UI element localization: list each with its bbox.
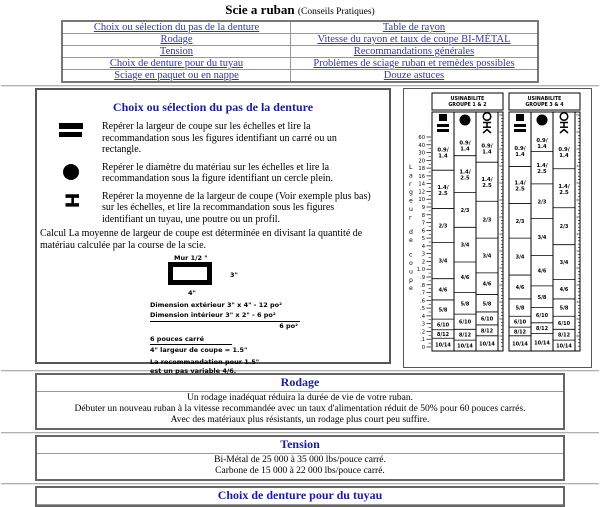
svg-text:6/10: 6/10: [458, 319, 472, 326]
svg-text:2/3: 2/3: [537, 199, 547, 206]
instruction-item: [40, 162, 386, 185]
nav-row: [62, 34, 538, 46]
section-tension: [35, 435, 565, 481]
svg-text:0.9/: 0.9/: [514, 145, 526, 152]
nav-row: [62, 46, 538, 58]
svg-text:1.4: 1.4: [438, 153, 448, 160]
svg-text:0.9/: 0.9/: [437, 147, 449, 154]
nav-link-rodage[interactable]: Rodage: [160, 34, 193, 45]
svg-text:c: c: [409, 251, 413, 259]
svg-text:6/10: 6/10: [513, 319, 527, 326]
svg-text:2/3: 2/3: [515, 218, 525, 225]
average-width-fraction: [150, 334, 247, 356]
instruction-text: Repérer la moyenne de la largeur de coupe (Voir exemple plus bas) sur les échelles, et lire la recommandation sous les figures identifiant un tuyau, une poutre ou un profil.: [102, 190, 371, 225]
svg-text:3/4: 3/4: [559, 260, 569, 267]
nav-row: [62, 58, 538, 70]
svg-text:4/6: 4/6: [515, 284, 525, 291]
section-text: Débuter un nouveau ruban à la vitesse recommandée avec un taux d'alimentation réduit de 50% pour 60 pouces carrés.: [74, 403, 526, 414]
section-title: Tension: [37, 437, 563, 454]
svg-text:.5: .5: [420, 306, 425, 313]
nav-link-douze-astuces[interactable]: Douze astuces: [383, 70, 445, 81]
nav-link-tension[interactable]: Tension: [159, 46, 194, 57]
svg-text:8/12: 8/12: [557, 332, 571, 339]
svg-text:2.5: 2.5: [438, 190, 448, 197]
svg-text:10/14: 10/14: [479, 341, 495, 348]
main-content-row: [35, 88, 600, 376]
svg-text:1.4/: 1.4/: [536, 163, 548, 170]
fraction-denominator: 4" largeur de coupe = 1.5": [150, 346, 248, 355]
nav-row: [62, 70, 538, 83]
svg-text:e: e: [409, 285, 413, 293]
svg-text:.7: .7: [420, 290, 425, 297]
svg-text:1.4: 1.4: [515, 151, 525, 158]
exterior-dimension: Dimension extérieur 3" x 4" - 12 po²: [150, 301, 282, 309]
nav-link-table-rayon[interactable]: Table de rayon: [382, 22, 446, 33]
svg-text:20: 20: [418, 158, 425, 165]
svg-text:1.0: 1.0: [416, 267, 425, 274]
svg-text:2.5: 2.5: [559, 189, 569, 196]
svg-text:L: L: [409, 164, 413, 171]
page-title: [0, 0, 600, 18]
instruction-text: Repérer la largeur de coupe sur les échelles et lire la recommandation sous les figures identifiant un carré ou un rectangle.: [102, 121, 337, 155]
svg-text:4/6: 4/6: [537, 268, 547, 275]
section-title: Rodage: [37, 375, 563, 392]
svg-text:3/4: 3/4: [438, 258, 448, 265]
svg-text:d: d: [409, 228, 413, 236]
svg-text:1.4/: 1.4/: [459, 169, 471, 176]
svg-text:.6: .6: [420, 298, 425, 305]
svg-text:8/12: 8/12: [436, 331, 450, 338]
instruction-item: [40, 191, 386, 226]
svg-text:6/10: 6/10: [557, 320, 571, 327]
svg-text:12: 12: [418, 189, 425, 196]
svg-text:0.9/: 0.9/: [459, 140, 471, 147]
svg-text:4/6: 4/6: [438, 287, 448, 294]
svg-text:1.4: 1.4: [537, 144, 547, 151]
svg-text:10/14: 10/14: [457, 343, 473, 350]
svg-text:2/3: 2/3: [438, 223, 448, 230]
svg-text:0.9/: 0.9/: [536, 138, 548, 145]
svg-text:6/10: 6/10: [480, 316, 494, 323]
svg-text:r: r: [409, 180, 412, 188]
svg-text:8/12: 8/12: [513, 329, 527, 336]
svg-text:.2: .2: [420, 329, 425, 336]
section-text: Carbone de 15 000 à 22 000 lbs/pouce carré.: [215, 465, 385, 476]
svg-text:3/4: 3/4: [537, 235, 547, 242]
svg-text:2.5: 2.5: [460, 175, 470, 182]
section-text: Un rodage inadéquat réduira la durée de vie de votre ruban.: [186, 393, 414, 403]
svg-text:0.9/: 0.9/: [558, 146, 570, 153]
fraction-numerator: 6 pouces carré: [150, 334, 232, 345]
svg-text:60: 60: [418, 135, 425, 141]
svg-text:8/12: 8/12: [535, 326, 549, 333]
svg-text:4/6: 4/6: [559, 287, 569, 294]
svg-text:g: g: [409, 189, 413, 197]
svg-text:1.4: 1.4: [460, 146, 470, 153]
section-text: Bi-Métal de 25 000 à 35 000 lbs/pouce carré.: [214, 454, 386, 465]
i-beam-icon: H: [60, 192, 83, 208]
svg-text:2.5: 2.5: [537, 169, 547, 176]
svg-text:3/4: 3/4: [515, 254, 525, 261]
nav-link-sciage-paquet[interactable]: Sciage en paquet ou en nappe: [114, 70, 239, 81]
wall-thickness-label: Mur 1/2 ": [174, 254, 208, 262]
svg-text:8/12: 8/12: [458, 332, 472, 339]
svg-text:5/8: 5/8: [537, 294, 547, 301]
svg-text:0: 0: [421, 345, 425, 351]
svg-text:6: 6: [421, 228, 425, 235]
example-diagram: [148, 254, 386, 374]
section-title: Choix de denture pour du tuyau: [37, 488, 563, 505]
svg-text:1.4: 1.4: [482, 149, 492, 156]
svg-text:5/8: 5/8: [559, 305, 569, 312]
svg-text:p: p: [409, 276, 413, 284]
svg-text:e: e: [409, 237, 413, 245]
svg-text:40: 40: [418, 142, 425, 149]
svg-text:5/8: 5/8: [438, 307, 448, 314]
svg-text:0.9/: 0.9/: [481, 143, 493, 150]
svg-text:5/8: 5/8: [482, 301, 492, 308]
pitch-chart: [403, 88, 592, 368]
nav-row: [62, 21, 538, 34]
svg-text:.9: .9: [420, 275, 425, 281]
svg-text:8/12: 8/12: [480, 328, 494, 335]
svg-text:3/4: 3/4: [460, 242, 470, 249]
svg-text:5/8: 5/8: [460, 301, 470, 308]
svg-text:8: 8: [421, 212, 425, 219]
svg-text:a: a: [409, 172, 413, 180]
section-heading: Choix ou sélection du pas de la denture: [112, 100, 314, 114]
svg-text:9: 9: [421, 205, 425, 211]
svg-text:USINABILITE: USINABILITE: [527, 97, 562, 102]
svg-text:2: 2: [421, 259, 425, 266]
pitch-selection-section: [35, 88, 391, 376]
svg-text:10/14: 10/14: [512, 341, 528, 348]
page-title-sub: (Conseils Pratiques): [297, 7, 375, 17]
svg-text:14: 14: [418, 181, 425, 188]
nav-link-recommandations[interactable]: Recommandations générales: [353, 46, 475, 57]
instruction-item: [40, 121, 386, 156]
separator: [1, 483, 599, 485]
net-area: 6 po²: [279, 321, 298, 330]
svg-text:7: 7: [421, 220, 425, 227]
dimension-calculation: [150, 301, 300, 331]
section-rodage: [35, 373, 565, 430]
width-label: 4": [188, 289, 196, 297]
interior-dimension: Dimension intérieur 3" x 2" - 6 po²: [150, 311, 300, 322]
svg-text:10/14: 10/14: [556, 343, 572, 350]
separator: [1, 85, 599, 87]
svg-text:3: 3: [421, 251, 425, 258]
svg-text:2/3: 2/3: [559, 224, 569, 231]
nav-table: [61, 20, 539, 83]
svg-text:4: 4: [421, 243, 425, 250]
svg-text:10/14: 10/14: [435, 342, 451, 349]
svg-text:e: e: [409, 197, 413, 205]
svg-text:2/3: 2/3: [482, 217, 492, 224]
svg-text:1.4: 1.4: [559, 152, 569, 159]
svg-text:6/10: 6/10: [535, 313, 549, 320]
pitch-chart-svg: [404, 89, 589, 365]
svg-text:5: 5: [421, 236, 425, 243]
svg-text:6/10: 6/10: [436, 322, 450, 329]
nav-link-problemes[interactable]: Problèmes de sciage ruban et remèdes possibles: [313, 58, 515, 69]
svg-text:18: 18: [418, 166, 425, 173]
svg-text:.1: .1: [420, 337, 425, 344]
height-label: 3": [230, 271, 238, 279]
svg-text:GROUPE 3 & 4: GROUPE 3 & 4: [525, 103, 564, 108]
calculation-note: Calcul La moyenne de largeur de coupe est déterminée en divisant la quantité de matériau calculée par la course de la scie.: [40, 228, 363, 251]
nav-link-vitesse[interactable]: Vitesse du rayon et taux de coupe BI-MÉTAL: [317, 34, 511, 45]
svg-text:10/14: 10/14: [534, 340, 550, 347]
separator: [1, 432, 599, 434]
svg-text:GROUPE 1 & 2: GROUPE 1 & 2: [448, 103, 487, 108]
svg-text:30: 30: [418, 150, 425, 157]
svg-text:16: 16: [418, 173, 425, 180]
svg-text:u: u: [409, 206, 413, 213]
svg-text:1.4/: 1.4/: [558, 183, 570, 190]
svg-text:5/8: 5/8: [515, 305, 525, 312]
recommendation-note: La recommandation pour 1.5" est un pas variable 4/6.: [150, 358, 260, 376]
svg-text:2.5: 2.5: [482, 183, 492, 190]
svg-text:2/3: 2/3: [460, 207, 470, 214]
svg-text:o: o: [409, 260, 413, 267]
svg-text:2.5: 2.5: [515, 186, 525, 193]
nav-link-pas-denture[interactable]: Choix ou sélection du pas de la denture: [93, 22, 260, 33]
page-title-main: Scie a ruban: [225, 2, 295, 17]
svg-text:u: u: [409, 268, 413, 276]
tube-cross-section: [168, 262, 212, 285]
svg-text:4/6: 4/6: [482, 281, 492, 288]
svg-text:.3: .3: [420, 321, 425, 328]
section-choix-denture-tuyau: [35, 486, 565, 507]
svg-text:.8: .8: [420, 282, 425, 289]
svg-text:4/6: 4/6: [460, 275, 470, 282]
instruction-text: Repérer le diamètre du matériau sur les échelles et lire la recommandation sous la figure identifiant un cercle plein.: [102, 161, 334, 184]
section-text: Avec des matériaux plus résistants, un rodage plus court peu suffire.: [170, 414, 430, 425]
rectangle-bars-icon: [59, 123, 83, 137]
filled-circle-icon: [63, 164, 79, 180]
svg-text:1.4/: 1.4/: [481, 177, 493, 184]
svg-text:1.4/: 1.4/: [437, 184, 449, 191]
svg-text:.4: .4: [420, 313, 425, 320]
svg-text:r: r: [409, 214, 412, 222]
svg-text:3/4: 3/4: [482, 253, 492, 260]
svg-text:USINABILITE: USINABILITE: [450, 97, 485, 102]
svg-text:10: 10: [418, 197, 425, 204]
nav-link-denture-tuyau[interactable]: Choix de denture pour du tuyau: [109, 58, 244, 69]
svg-text:1.4/: 1.4/: [514, 180, 526, 187]
